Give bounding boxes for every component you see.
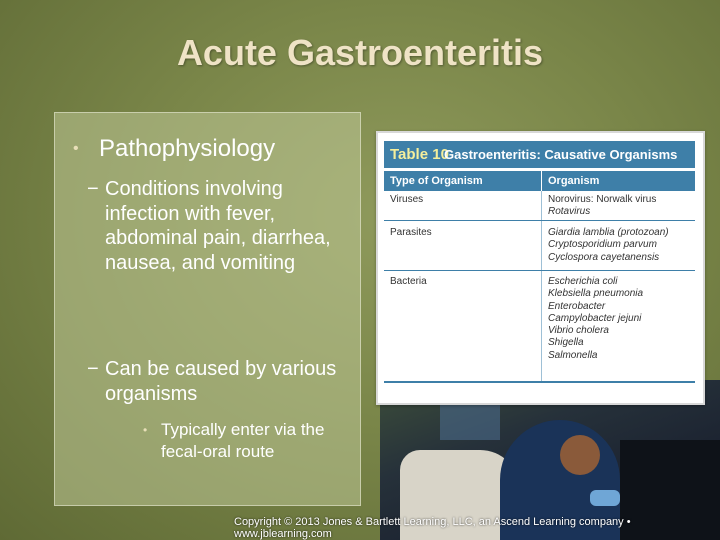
sub-bullet-text: Conditions involving infection with fever, abdominal pain, diarrhea, nausea, and vomiting [105, 178, 331, 274]
column-header-organism: Organism [542, 171, 695, 191]
organism-item: Norovirus: Norwalk virus [548, 194, 657, 205]
copyright-notice: Copyright © 2013 Jones & Bartlett Learning, LLC, an Ascend Learning company • www.jblearning.com [234, 516, 631, 540]
organism-item: Shigella [548, 337, 584, 349]
table-number: Table 10 [390, 146, 449, 163]
organism-list [542, 224, 695, 267]
slide-title: Acute Gastroenteritis [176, 32, 544, 73]
sub-bullet-text: Can be caused by various organisms [105, 358, 337, 405]
organism-item: Salmonella [548, 349, 598, 361]
organism-item: Rotavirus [548, 206, 591, 218]
organism-item: Campylobacter jejuni [548, 312, 642, 324]
row-divider [384, 220, 695, 221]
bullet-pathophysiology [75, 135, 275, 163]
organism-type: Viruses [390, 194, 424, 205]
organism-item: Cryptosporidium parvum [548, 239, 657, 251]
organism-item: Escherichia coli [548, 276, 618, 287]
organism-item: Cyclospora cayetanensis [548, 251, 660, 263]
organism-type: Bacteria [390, 276, 427, 287]
bullet-icon: • [143, 423, 148, 437]
table-bottom-rule [384, 381, 695, 383]
bullet-text: Pathophysiology [99, 135, 276, 162]
organism-item: Enterobacter [548, 300, 606, 312]
organism-list [542, 191, 695, 222]
content-box [54, 112, 361, 506]
organism-item: Giardia lamblia (protozoan) [548, 227, 669, 238]
organism-item: Klebsiella pneumonia [548, 288, 644, 300]
table-header [384, 141, 695, 168]
dash-icon: − [87, 178, 99, 200]
organism-list [542, 273, 695, 365]
organism-type: Parasites [390, 227, 432, 238]
dash-icon: − [87, 358, 99, 380]
row-divider [384, 270, 695, 271]
sub-bullet-organisms [87, 357, 355, 406]
organism-item: Vibrio cholera [548, 325, 609, 337]
column-header-type: Type of Organism [384, 171, 541, 191]
sub-sub-bullet-text: Typically enter via the fecal-oral route [161, 420, 325, 461]
sub-bullet-conditions [87, 177, 355, 275]
bullet-icon: • [73, 140, 79, 157]
organisms-table [376, 131, 705, 405]
table-title: Gastroenteritis: Causative Organisms [444, 147, 678, 162]
sub-sub-bullet-route [143, 419, 351, 463]
